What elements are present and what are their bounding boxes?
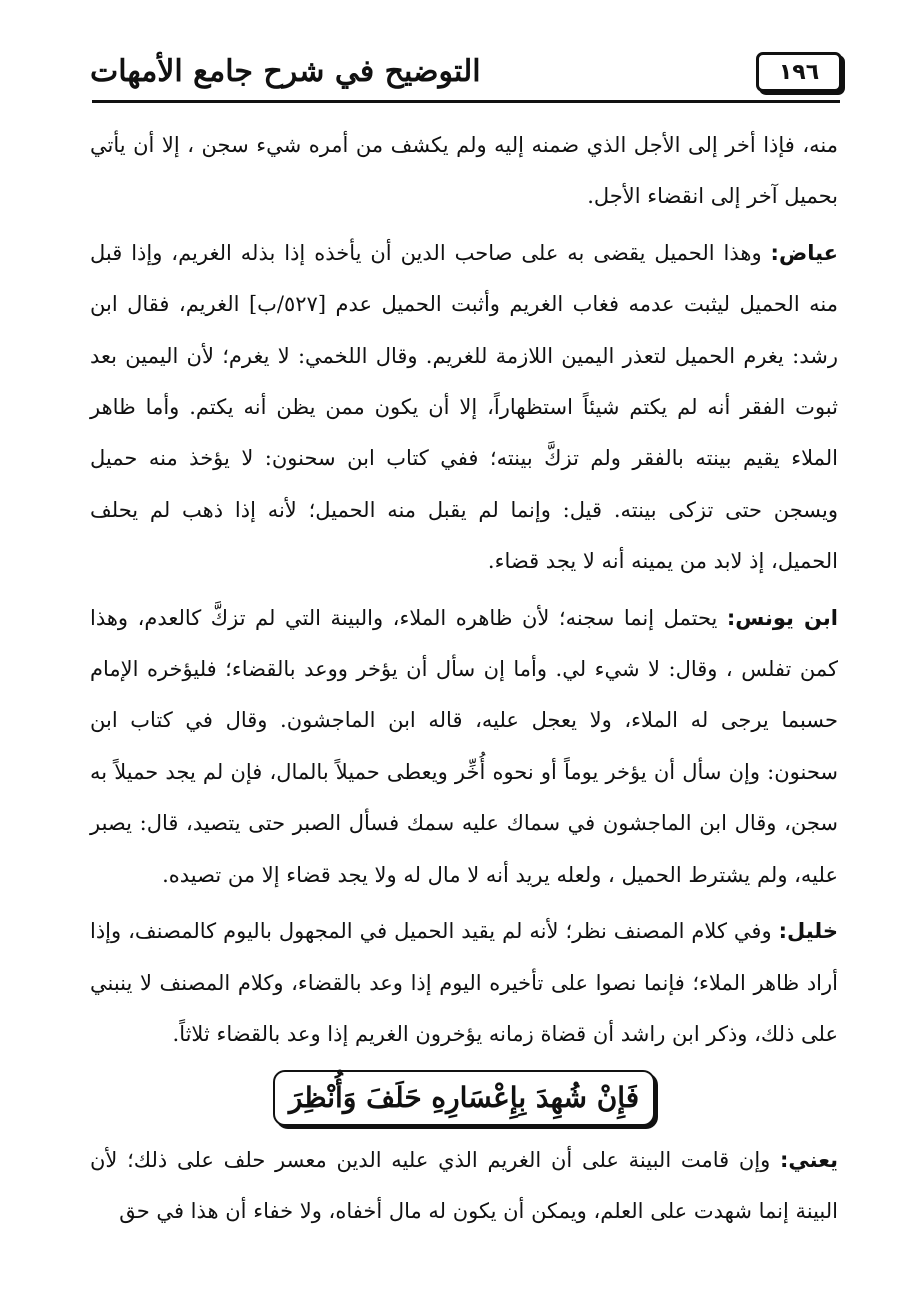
speaker-label: خليل: xyxy=(778,919,838,944)
page-number-badge xyxy=(756,52,842,92)
paragraph-text: وإن قامت البينة على أن الغريم الذي عليه الدين معسر حلف على ذلك؛ لأن البينة إنما شهدت على العلم، ويمكن أن يكون له مال أخفاه، ولا خفاء أن هذا في حق xyxy=(90,1147,838,1224)
speaker-label: عياض: xyxy=(770,240,838,265)
paragraph-ibn-yunus xyxy=(90,593,838,901)
paragraph-khalil xyxy=(90,906,838,1060)
paragraph-text: وفي كلام المصنف نظر؛ لأنه لم يقيد الحميل في المجهول باليوم كالمصنف، وإذا أراد ظاهر الملاء؛ فإنما نصوا على تأخيره اليوم إذا وعد بالقضاء، وكلام المصنف لا ينبني على ذلك، وذكر ابن راشد أن قضاة زمانه يؤخرون الغريم إذا وعد بالقضاء ثلاثاً. xyxy=(90,919,838,1046)
header-divider xyxy=(92,100,840,103)
matn-quote: فَإِنْ شُهِدَ بِإِعْسَارِهِ حَلَفَ وَأُنْظِرَ xyxy=(273,1070,655,1126)
paragraph-text: وهذا الحميل يقضى به على صاحب الدين أن يأخذه إذا بذله الغريم، وإذا قبل منه الحميل ليثبت عدمه فغاب الغريم وأثبت الحميل عدم [٥٢٧/ب] الغريم، فقال ابن رشد: يغرم الحميل لتعذر اليمين اللازمة للغريم. وقال اللخمي: لا يغرم؛ لأن اليمين بعد ثبوت الفقر أنه لم يكتم شيئاً استظهاراً، إلا أن يكون ممن يظن أنه يكتم. وأما ظاهر الملاء يقيم بينته بالفقر ولم تزكَّ بينته؛ ففي كتاب ابن سحنون: لا يؤخذ منه حميل ويسجن حتى تزكى بينته. قيل: وإنما لم يقبل منه الحميل؛ لأنه إذا ذهب لم يحلف الحميل، إذ لابد من يمينه أنه لا يجد قضاء. xyxy=(90,240,838,574)
speaker-label: ابن يونس: xyxy=(726,605,839,630)
paragraph-continuation xyxy=(90,120,838,223)
paragraph-commentary xyxy=(90,1135,838,1238)
paragraph-text: منه، فإذا أخر إلى الأجل الذي ضمنه إليه ولم يكشف من أمره شيء سجن ، إلا أن يأتي بحميل آخر إلى انقضاء الأجل. xyxy=(90,133,838,209)
paragraph-iyad xyxy=(90,228,838,588)
matn-container xyxy=(90,1070,838,1126)
paragraph-text: يحتمل إنما سجنه؛ لأن ظاهره الملاء، والبينة التي لم تزكَّ كالعدم، وهذا كمن تفلس ، وقال: لا شيء لي. وأما إن سأل أن يؤخر ووعد بالقضاء؛ فليؤخره الإمام حسبما يرجى له الملاء، ولا يعجل عليه، قاله ابن الماجشون. وقال في كتاب ابن سحنون: وإن سأل أن يؤخر يوماً أو نحوه أُخِّر ويعطى حميلاً بالمال، فإن لم يجد حميلاً به سجن، وقال ابن الماجشون في سماك عليه سمك فسأل الصبر حتى يتصيد، قال: يصبر عليه، ولم يشترط الحميل ، ولعله يريد أنه لا مال له ولا يجد قضاء إلا من تصيده. xyxy=(90,605,838,887)
main-text xyxy=(90,120,838,1243)
page-number: ١٩٦ xyxy=(778,59,820,85)
speaker-label: يعني: xyxy=(780,1147,838,1172)
page-header xyxy=(90,48,842,100)
running-title: التوضيح في شرح جامع الأمهات xyxy=(90,54,481,89)
